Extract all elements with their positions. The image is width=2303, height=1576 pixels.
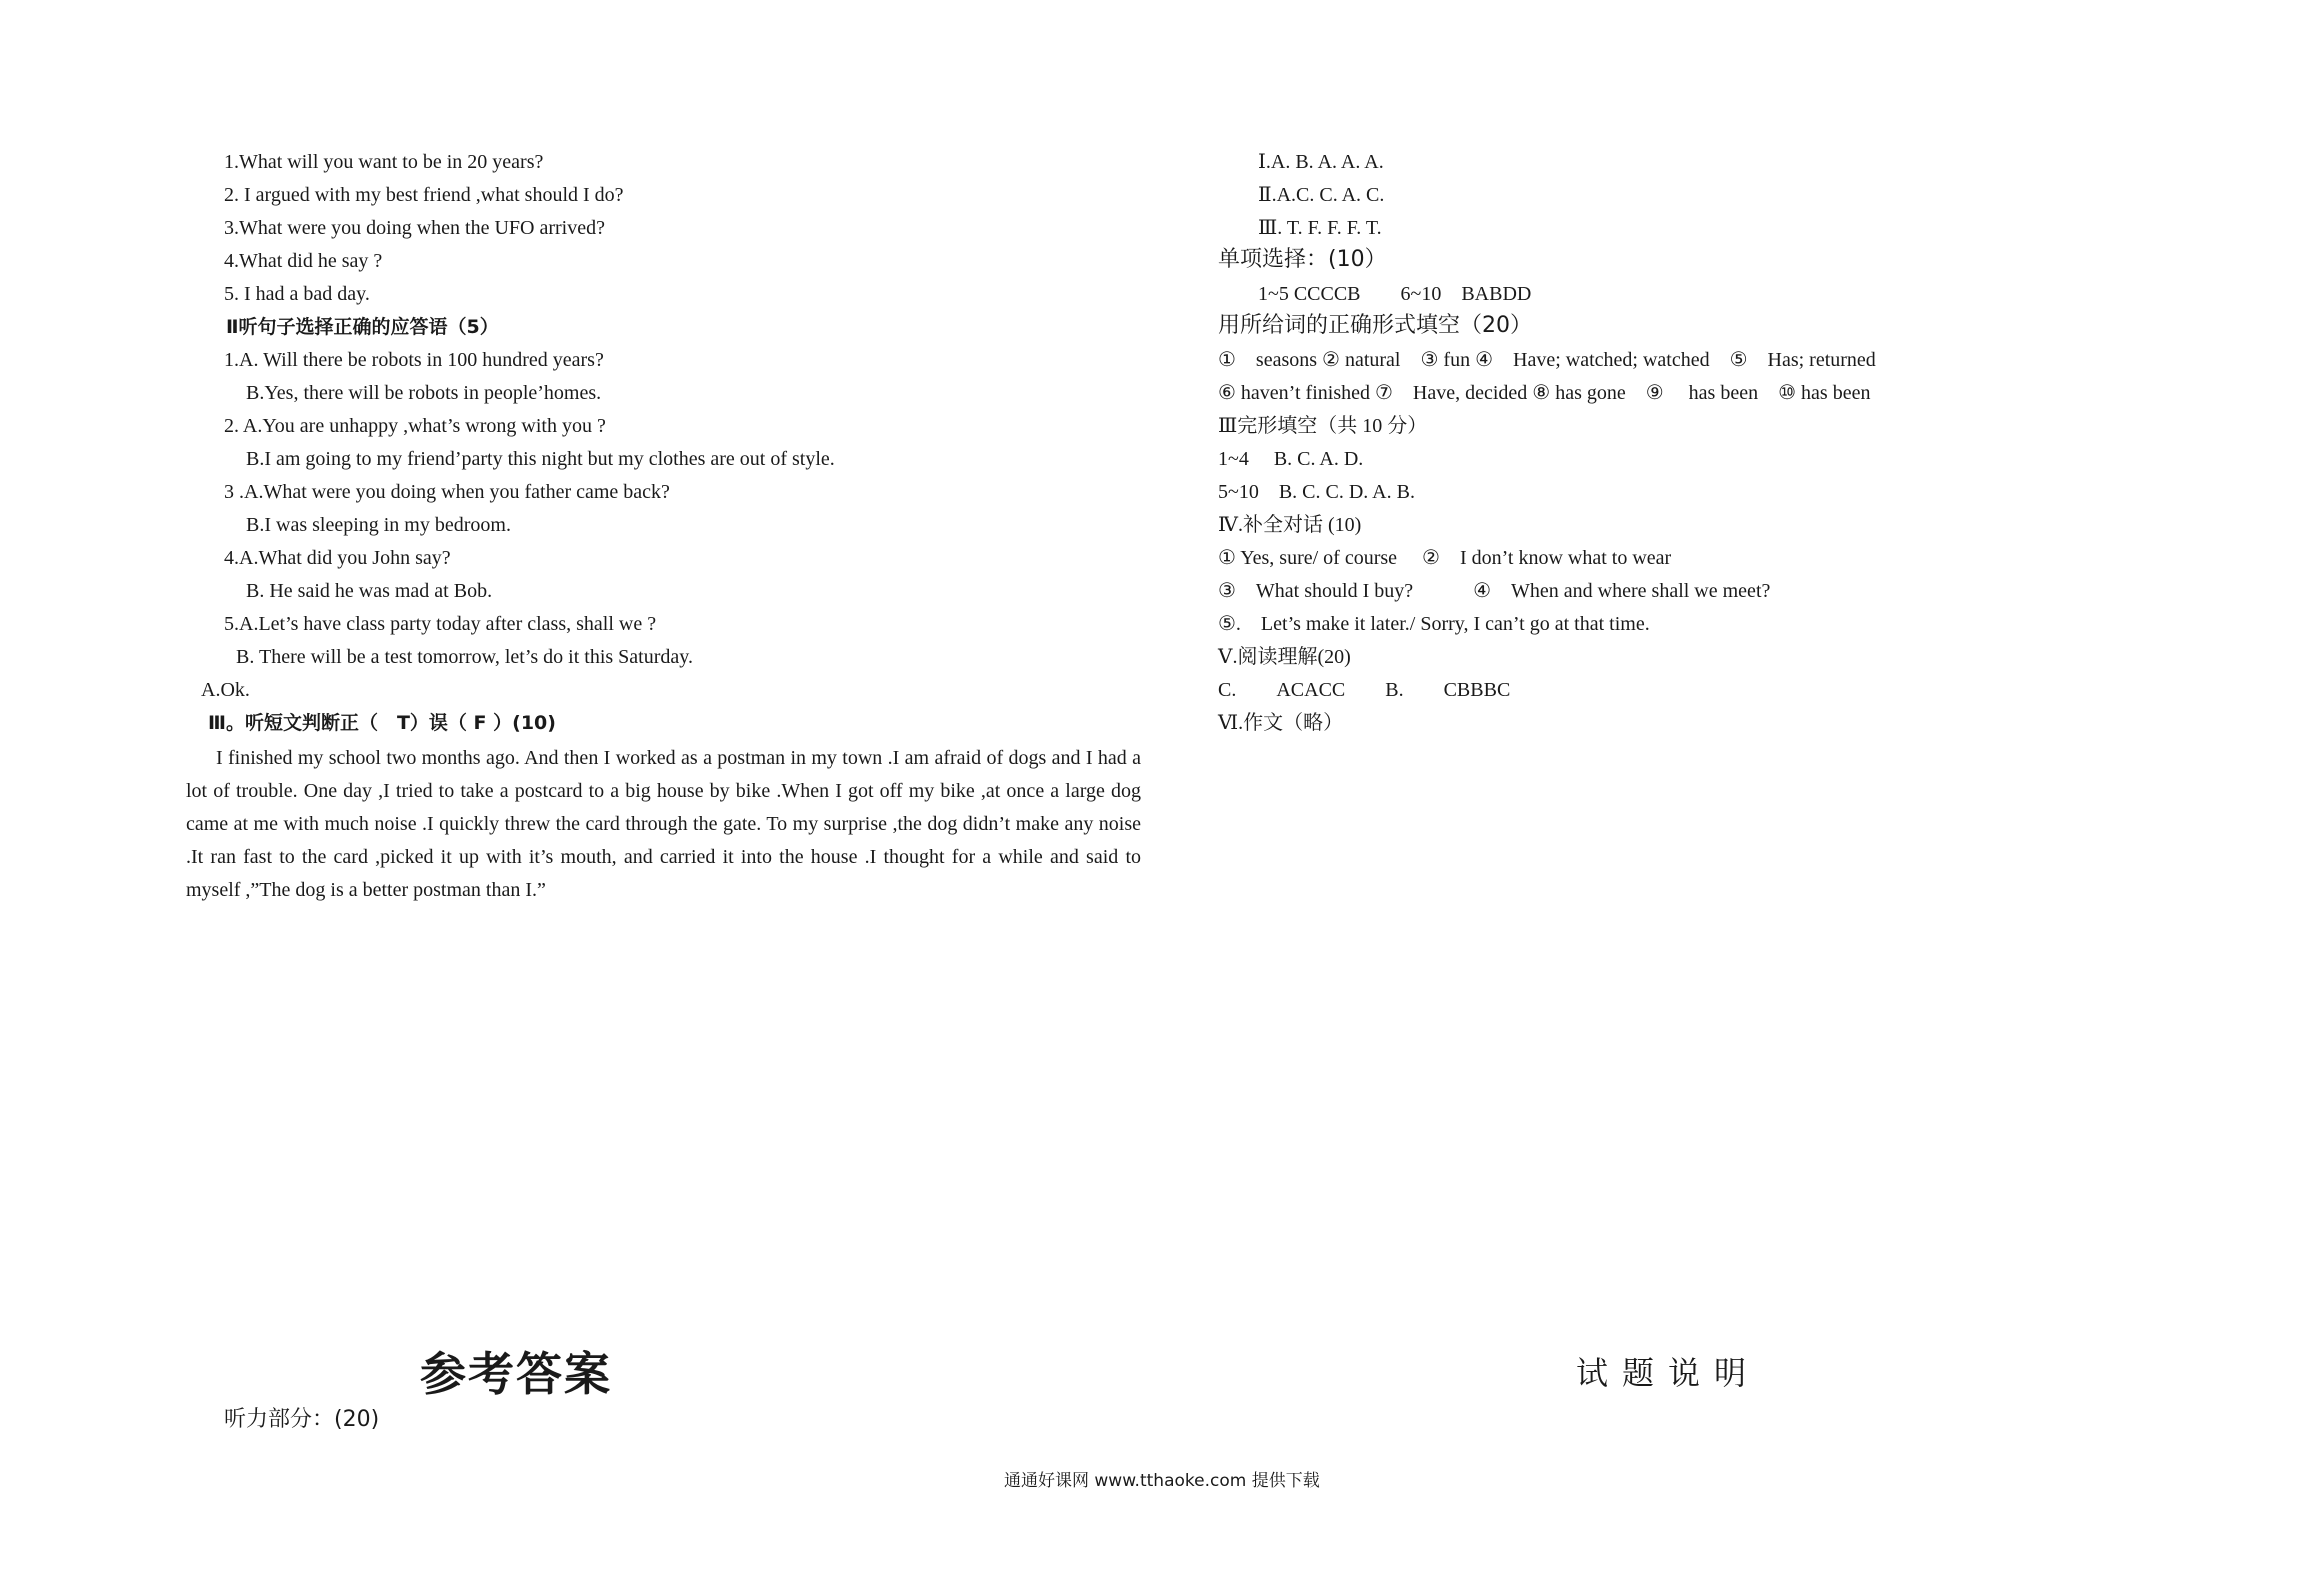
listening-question-3: 3.What were you doing when the UFO arrived? [224,217,605,239]
multiple-choice-answers: 1~5 CCCCB 6~10 BABDD [1258,283,1532,305]
dialogue-line: 4.A.What did you John say? [224,547,451,569]
dialogue-line: 2. A.You are unhappy ,what’s wrong with you ? [224,415,606,437]
answer-key-title: 参考答案 [420,1347,612,1401]
cloze-heading: Ⅲ完形填空（共 10 分） [1218,415,1428,437]
fill-in-answers-1: ① seasons ② natural ③ fun ④ Have; watched; watched ⑤ Has; returned [1218,349,1876,371]
dialogue-completion-heading: Ⅳ.补全对话 (10) [1218,514,1362,536]
dialogue-completion-1: ① Yes, sure/ of course ② I don’t know what to wear [1218,547,1672,569]
writing-note: Ⅵ.作文（略） [1218,712,1344,734]
listening-score-label: 听力部分：(20) [224,1407,380,1432]
dialogue-line: B. He said he was mad at Bob. [246,580,493,602]
cloze-answers-1: 1~4 B. C. A. D. [1218,448,1364,470]
listening-question-4: 4.What did he say ? [224,250,383,272]
section-3-heading: Ⅲ。听短文判断正（ T）误（ F ）(10) [208,712,556,734]
page-footer: 通通好课网 www.tthaoke.com 提供下载 [1004,1471,1320,1491]
reading-heading: Ⅴ.阅读理解(20) [1218,646,1351,668]
dialogue-completion-3: ⑤. Let’s make it later./ Sorry, I can’t go at that time. [1218,613,1650,635]
exam-notes-title: 试题说明 [1576,1354,1761,1392]
listening-question-1: 1.What will you want to be in 20 years? [224,151,544,173]
dialogue-line: B.I was sleeping in my bedroom. [246,514,511,536]
multiple-choice-heading: 单项选择：(10） [1218,247,1387,272]
cloze-answers-2: 5~10 B. C. C. D. A. B. [1218,481,1415,503]
dialogue-line: B.Yes, there will be robots in people’homes. [246,382,602,404]
section-2-heading: Ⅱ听句子选择正确的应答语（5） [226,316,499,338]
answer-part-2: Ⅱ.A.C. C. A. C. [1258,184,1385,206]
reading-answers: C. ACACC B. CBBBC [1218,679,1511,701]
dialogue-line: 1.A. Will there be robots in 100 hundred years? [224,349,604,371]
dialogue-line: 5.A.Let’s have class party today after class, shall we ? [224,613,657,635]
fill-in-answers-2: ⑥ haven’t finished ⑦ Have, decided ⑧ has gone ⑨ has been ⑩ has been [1218,382,1871,404]
listening-question-5: 5. I had a bad day. [224,283,370,305]
dialogue-line: A.Ok. [201,679,250,701]
listening-passage: I finished my school two months ago. And then I worked as a postman in my town .I am afraid of dogs and I had a lot of trouble. One day ,I tried to take a postcard to a big house by bike .When I got off my bike ,at once a large dog came at me with much noise .I quickly threw the card through the gate. To my surprise ,the dog didn’t make any noise .It ran fast to the card ,picked it up with it’s mouth, and carried it into the house .I thought for a while and said to myself ,”The dog is a better postman than I.” [186,747,1141,901]
fill-in-heading: 用所给词的正确形式填空（20） [1218,313,1532,338]
dialogue-line: B. There will be a test tomorrow, let’s do it this Saturday. [236,646,693,668]
answer-part-1: Ⅰ.A. B. A. A. A. [1258,151,1384,173]
dialogue-line: B.I am going to my friend’party this night but my clothes are out of style. [246,448,835,470]
answer-part-3: Ⅲ. T. F. F. F. T. [1258,217,1382,239]
dialogue-completion-2: ③ What should I buy? ④ When and where shall we meet? [1218,580,1771,602]
dialogue-line: 3 .A.What were you doing when you father came back? [224,481,670,503]
listening-question-2: 2. I argued with my best friend ,what should I do? [224,184,624,206]
